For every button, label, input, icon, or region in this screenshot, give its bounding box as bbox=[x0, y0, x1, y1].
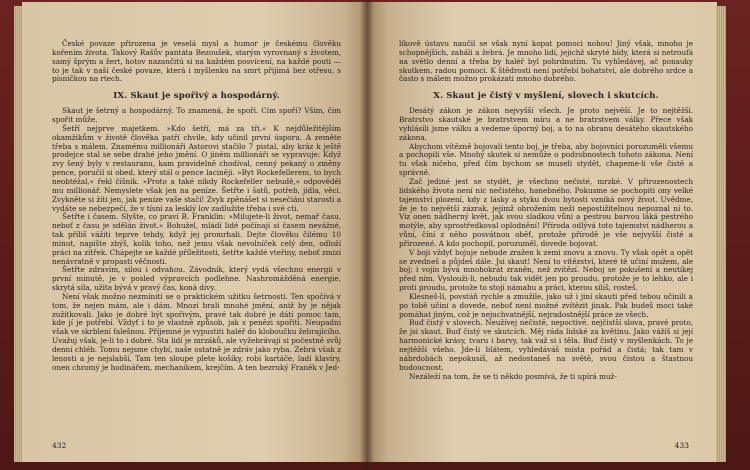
left-section-heading: IX. Skaut je spořivý a hospodárný. bbox=[113, 91, 280, 102]
right-paragraph-4: V boji vždyť bojuje nebude zražen k zemi znovu a znovu. Ty však opět a opět se zvedneš a půjdeš dále. Jsi skaut! Není to vítězství, které tě učiní mužem, ale boj; i vojín bývá mnohokrát zraněn, než zvítězí. Neboj se pokušení a neutíkej před ním. Vyslouží-li, nebudu tak vidět jen po proudu, protože je to lehko, ale i proti proudu, protože to stojí námahu a práci, kterou sílíš, rosteš. bbox=[399, 247, 693, 293]
right-paragraph-2: Abychom vítězně bojovali tento boj, je třeba, aby bojovníci porozuměli všemu a pochopili vše. Mnohý skutek si nemůže o podrobnostech tohoto zákona. Není tu však ničeho, před čím bychom se museli stydět, chapeme-li vše čistě a správně. bbox=[399, 141, 693, 178]
left-paragraph-4: Šetřte zdravím, silou i odvahou. Závodník, který vydá všechnu energii v první minutě, je v posled výpravcích podlehne. Nashromážděná energie, skrytá síla, užita bývá v pravý čas, koná divy. bbox=[52, 265, 341, 293]
right-page-number: 433 bbox=[674, 441, 689, 450]
book-gutter bbox=[360, 0, 374, 470]
left-intro-paragraph: České povaze přirozena je veselá mysl a humor je českému člověku kořením života. Takový Rašův pantáta Bezoušek, starým vyrovnaný s životem, samý šprým a žert, hotov nazančitú si na každém posvícení, na každé pouti — to je tak v naší české povaze, která i myšlenku na smrt přijímá bez otřesu, s písničkou na rtech. bbox=[52, 39, 341, 84]
right-paragraph-7: Nezáleží na tom, že se ti někdo posmívá, že ti upírá muž- bbox=[409, 371, 617, 381]
right-paragraph-5: Klesneš-li, povstáň rychle a zmužile, jako už i jiní skauti před tebou učinili a po tobě učiní a dovede, neboť není možné zvítězit jinak. Pak budeš moci také pomáhat jiným, což je nejuchvatnější, nejradostnější práce ze všech. bbox=[399, 291, 693, 319]
left-paragraph-3: Šetřte i časem. Slyšte, co praví B. Franklin: »Milujete-li život, nemař času, neboť z času je sdělán život.« Bohužel, mládí lidé počínají si časem nevážné, tak příliš vážiti teprve tehdy, když jej promrhali. Dejte člověku čilému 10 minut, napište zbýš, kolik toho, než jemu však nevolníček celý den, odloží práci na zítřek. Chápejte se každé příležitosti, šetřte každé vteřiny, neboť zmizí nenávratně v propasti věčnosti. bbox=[52, 212, 341, 266]
left-page bbox=[22, 2, 367, 462]
right-paragraph-3: Zač jediné jest se stydět, je všechno nečisté, mrzké. V přirozenostech lidského života není nic nečistého, hanebného. Pokusme se pochopiti ony velké tajemství plození, kdy z lásky a styku dvou bytosti vzniká nový život. Uvědme, že je to největší zázrak, jejímž ohrožením neži nepostižitelnou nepoznal ní to. Viz onen nádherný květ, jak svou sladkou vůni a pestrou barvou láká pestrého motýle, aby sprostředkoval oplodnění! Příroda odlývá toto tajemství nádherou a vůní, číní z něho posvátnou oběť, protože přírodě je vše nejvyšší čisté a přirozené. A kdo pochopil, porozuměl, dovede bojovat. bbox=[399, 176, 693, 248]
left-paragraph-1: Skaut je šetrný a hospodárný. To znamená, že spoří. Cím spoří? Vším, čím spořit může. bbox=[52, 106, 341, 125]
right-continuation-paragraph: líkově ústavu naučil se však nyní kopat pomoci nohou! Jiný však, mnoho je schopnějších, zaháli a žebrá. Je mnoho lidí, jejichž skryté bídy, která si netroufá na světlo denní a třeba by haléř byl pohrdnutím. Tu vyhledávej, ač ponauky skutkem, radou pomoci. K štědrosti není potřebí bohatství, ale dobrého srdce a často s málem možno prokázati mnoho dobrého. bbox=[399, 39, 693, 84]
left-page-number: 432 bbox=[52, 441, 67, 450]
right-paragraph-6: Buď čistý v slovech. Neužívej nečistě, nepoctivé, nejčistší slova, pravé proto, že jsi skaut. Buď čistý ve skutcích. Měj ráda lidské za květinu. Jako vážíš si její harmonické krásy, tvaru i barvy, tak važ si i těla. Buď čistý v myšlenkách. To je nejtěžší všeho. Jde-li blátem, vyhledáváš místa pořád a čistá; tak tam v nábrdobách nepokusíš, až nedostaneš na světě, svou čistou a štastnou budoucnost. bbox=[399, 318, 693, 372]
right-page-edges bbox=[716, 6, 726, 462]
right-page bbox=[367, 2, 717, 462]
left-paragraph-2: Šetří nejprve majetkem. »Kdo šetří, má za tři.« K nejdůležitějším okamžikům v životě člověka patří chvíle, kdy učinil první úsporu. A zeměte třeba s málem. Znamému millionáři Astorovi stačilo 7 pistal, aby kráz k ještě prodejce stal se sebe drahé jeho jmění. O jiném millionáři se vypravuje: Když zvy šený byly v restauranu, kam pravidelně chodíval, cenný pekaný o změny pence, poručil si obed, který stál o pence laciněji. »Byt Rockefellerem, to bych neobtéžal,« řekl číšník. »Proto a také nikdy Rockefeller nebudě,« odpověděl mu millionář. Nemyslete však jen na peníze. Šetřte i šatů, potřeb, jídla, věcí. Zvykněte si žíti jen, jak peníze vaše stačí! Zvyk zpěnášet si nesečiáni starosti a vydáte se nebezpečí, že v tísni za lesklý lov zadlužite třeba i své cti. bbox=[52, 123, 341, 213]
left-page-edges bbox=[14, 6, 22, 462]
right-section-heading: X. Skaut je čistý v myšlení, slovech i skutcích. bbox=[433, 91, 659, 102]
right-paragraph-1: Desátý zákon je zákon nejvyšší všech. Je proto nejvěší. Je to nejtěžší. Bratrstvo skautské je bratrstvem míru a ne bratrstvem války. Přece však vyhlásili jsme válku a vedeme úporný boj, a to na obranu desátého skautského zákona. bbox=[399, 106, 693, 142]
left-paragraph-5: Není však možno nezmíniti se o praktickém užitku šetrnosti. Ten spočívá v tom, že nejen mám, ale i dám. Mnozí brali mnohé jmění, aniž by je nějak zužitkovali. Jako je dobré být spořivým, pravé tak dobré je dátí pomoc tam, kde jí je potřebí. Vždyť i to je vlastně způsob, jak s penězi spořiti. Neupadni však ve skrblení falešnou. Příjemné je vypustiti haléř do kloboučku žebrajícího. Uvažuj však, je-li to i dobré. Sta lidí je mrzáků, ale vyžebrávají si počestně svůj denní chléb. Tomu nejsme chybí, naše ostatně je zdráv jako ryba. Zebrá však z lenosti a je nejslabší, Tam ten sloupe plete košíky, robí kartáče, ladí klavíry, onen chromý je hodinářem, mechanikem, krejčím. A ten bezruký Franěk v Jed- bbox=[52, 291, 341, 372]
